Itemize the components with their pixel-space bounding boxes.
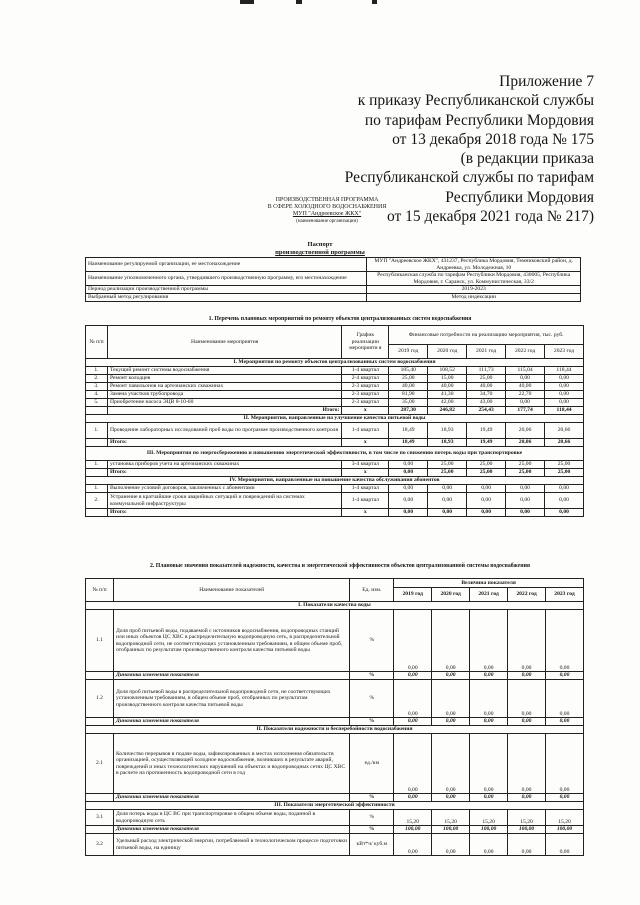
value-cell: 0,00	[545, 493, 584, 509]
value-cell: 0,00	[508, 680, 546, 718]
row-number: 4.	[86, 391, 108, 399]
table-row	[86, 834, 584, 856]
total-label: Итого:	[107, 469, 341, 477]
year-header: 2020 год	[432, 588, 470, 602]
dynamics-label: Динамика изменения показателя	[113, 672, 349, 680]
total-label: Итого:	[107, 509, 341, 517]
value-cell: 0,00	[432, 734, 470, 794]
table-row	[86, 493, 584, 509]
row-number	[86, 794, 114, 802]
value-cell: 0,00	[506, 399, 545, 407]
indicator-name: Доля проб питьевой воды в распределительной водопроводной сети, не соответствующих установленным требованиям, в общем объеме проб, отобранных по результатам производственного контроля качества питьевой воды	[113, 680, 349, 718]
value-cell: 15,20	[432, 810, 470, 826]
dynamics-label: Динамика изменения показателя	[113, 826, 349, 834]
section-row	[86, 415, 584, 423]
value-cell: 105,40	[389, 367, 428, 375]
value-cell: 35,00	[389, 399, 428, 407]
value-cell: 15,20	[470, 810, 508, 826]
total-row	[86, 509, 584, 517]
row-number: 5.	[86, 399, 108, 407]
total-row	[86, 439, 584, 447]
total-value: 118,44	[545, 407, 584, 415]
value-cell: 0,00	[394, 834, 432, 856]
value-cell: 19,49	[467, 423, 506, 439]
appendix-line: по тарифам Республики Мордовия	[364, 111, 594, 129]
value-cell: 15,20	[394, 810, 432, 826]
column-header: График реализации мероприяти я	[342, 326, 389, 359]
appendix-line: Республиканской службы по тарифам	[344, 169, 594, 187]
dynamics-value: 0,00	[394, 718, 432, 726]
section-row	[86, 802, 584, 810]
value-cell: 43,00	[467, 399, 506, 407]
dynamics-value: 100,00	[546, 826, 584, 834]
table-row	[86, 391, 584, 399]
measure-name: Выполнение условий договоров, заключенных с абонентами	[107, 485, 341, 493]
row-number: 3.1	[86, 810, 114, 826]
total-value: 20,66	[545, 439, 584, 447]
value-cell: 0,00	[432, 834, 470, 856]
value-cell: 0,00	[506, 485, 545, 493]
row-number	[86, 407, 108, 415]
passport-table	[85, 257, 581, 302]
passport-label: Наименование уполномоченного органа, утвердившего производственную программу, его местонахождение	[86, 272, 367, 286]
program-heading	[232, 197, 422, 225]
year-header: 2022 год	[508, 588, 546, 602]
value-cell: 111,73	[467, 367, 506, 375]
dynamics-value: 0,00	[508, 794, 546, 802]
dynamics-row	[86, 718, 584, 726]
section-row	[86, 602, 584, 610]
table-row	[86, 680, 584, 718]
total-value: 25,00	[506, 469, 545, 477]
table-row	[86, 367, 584, 375]
value-cell: 42,00	[428, 399, 467, 407]
passport-row	[86, 272, 581, 286]
total-value: 18,49	[389, 439, 428, 447]
section-title: II. Показатели надежности и бесперебойности водоснабжения	[86, 726, 584, 734]
measure-name: Проведение лабораторных исследований проб воды по программе производственного контроля	[107, 423, 341, 439]
schedule-cell: 2-3 квартал	[342, 383, 389, 391]
value-cell: 15,20	[508, 810, 546, 826]
value-cell: 108,52	[428, 367, 467, 375]
dynamics-value: 0,00	[432, 672, 470, 680]
total-row	[86, 407, 584, 415]
value-cell: 25,00	[389, 375, 428, 383]
value-cell: 0,00	[508, 610, 546, 672]
row-number: 1.2	[86, 680, 114, 718]
program-subtitle: В СФЕРЕ ХОЛОДНОГО ВОДОСНАБЖЕНИЯ	[267, 204, 387, 210]
row-number	[86, 509, 108, 517]
scan-artifact	[372, 0, 377, 4]
schedule-cell: х	[342, 469, 389, 477]
dynamics-value: 0,00	[546, 672, 584, 680]
value-cell: 0,00	[470, 834, 508, 856]
value-cell: 0,00	[432, 610, 470, 672]
row-number: 1.1	[86, 610, 114, 672]
section-row	[86, 447, 584, 461]
schedule-cell: 1-4 квартал	[342, 493, 389, 509]
column-header: № п/п	[86, 579, 114, 602]
value-cell: 0,00	[545, 383, 584, 391]
dynamics-value: 100,00	[508, 826, 546, 834]
indicators-table	[85, 578, 584, 856]
value-cell: 0,00	[394, 734, 432, 794]
value-cell: 22,70	[506, 391, 545, 399]
passport-value: Метод индексации	[367, 294, 581, 302]
dynamics-row	[86, 672, 584, 680]
row-number: 1.	[86, 485, 108, 493]
indicator-name: Доля проб питьевой воды, подаваемой с источников водоснабжения, водопроводных станций или иных объектов ЦС ХВС в распределительную водопроводную сеть, в распределительной водопроводной сети, не соответствующих установленным требованиям, в общем объеме проб, отобранных по результатам производственного контроля качества питьевой воды	[113, 610, 349, 672]
total-label: Итого:	[107, 407, 341, 415]
measure-name: Замена участков трубопровода	[107, 391, 341, 399]
schedule-cell: 3-4 квартал	[342, 461, 389, 469]
appendix-line: к приказу Республиканской службы	[357, 92, 594, 110]
value-cell: 0,00	[394, 610, 432, 672]
year-header: 2023 год	[546, 588, 584, 602]
row-number: 3.2	[86, 834, 114, 856]
dynamics-value: 0,00	[470, 672, 508, 680]
measure-name: установка приборов учета на артезианских скважинах	[107, 461, 341, 469]
dynamics-value: 0,00	[394, 794, 432, 802]
schedule-cell: 2-3 квартал	[342, 399, 389, 407]
passport-label: Наименование регулируемой организации, ее местонахождение	[86, 258, 367, 272]
total-row	[86, 469, 584, 477]
organization-caption: (наименование организации)	[296, 219, 358, 224]
row-number: 1.	[86, 423, 108, 439]
table-row	[86, 610, 584, 672]
total-value: 20,06	[506, 439, 545, 447]
value-cell: 0,00	[506, 493, 545, 509]
unit-cell: %	[350, 672, 394, 680]
passport-label: Период реализации производственной программы	[86, 286, 367, 294]
scan-artifact	[240, 0, 254, 4]
value-cell: 15,00	[428, 375, 467, 383]
value-cell: 25,00	[428, 461, 467, 469]
year-header: 2023 год	[545, 345, 584, 359]
passport-title	[0, 241, 640, 257]
total-value: 19,49	[467, 439, 506, 447]
column-header: № п/п	[86, 326, 108, 359]
schedule-cell: 2-3 квартал	[342, 391, 389, 399]
value-cell: 20,06	[506, 423, 545, 439]
indicator-name: Количество перерывов в подаче воды, зафиксированных в местах исполнения обязательств организацией, осуществляющей холодное водоснабжение, возникших в результате аварий, повреждений и иных технологических нарушений на объектах и водопроводных сетях ЦС ХВС в расчете на протяженность водопроводной сети в год	[113, 734, 349, 794]
value-cell: 0,00	[389, 493, 428, 509]
table-header-row	[86, 326, 584, 345]
value-cell: 34,70	[467, 391, 506, 399]
value-cell: 81,90	[389, 391, 428, 399]
schedule-cell: х	[342, 407, 389, 415]
program-title: ПРОИЗВОДСТВЕННАЯ ПРОГРАММА	[275, 197, 379, 203]
section-row	[86, 726, 584, 734]
appendix-line: от 15 декабря 2021 года № 217)	[386, 208, 594, 226]
total-value: 25,00	[467, 469, 506, 477]
appendix-line: Республики Мордовия	[445, 188, 594, 206]
table-row	[86, 810, 584, 826]
value-cell: 0,00	[470, 610, 508, 672]
schedule-cell: 2-4 квартал	[342, 375, 389, 383]
section-row	[86, 477, 584, 485]
value-cell: 0,00	[389, 485, 428, 493]
dynamics-value: 0,00	[432, 718, 470, 726]
value-cell: 18,93	[428, 423, 467, 439]
table2-caption: 2. Плановые значения показателей надежности, качества и энергетической эффективности объектов централизованной системы водоснабжения	[149, 563, 531, 569]
value-cell: 40,00	[389, 383, 428, 391]
measures-table	[85, 325, 584, 517]
value-cell: 25,00	[506, 461, 545, 469]
section-title: I. Показатели качества воды	[86, 602, 584, 610]
dynamics-value: 0,00	[470, 718, 508, 726]
dynamics-value: 0,00	[394, 672, 432, 680]
dynamics-label: Динамика изменения показателя	[113, 794, 349, 802]
value-cell: 0,00	[432, 680, 470, 718]
dynamics-value: 100,00	[470, 826, 508, 834]
section-row	[86, 359, 584, 367]
value-cell: 118,44	[545, 367, 584, 375]
total-value: 0,00	[467, 509, 506, 517]
column-header: Финансовые потребности на реализацию мероприятия, тыс. руб.	[389, 326, 584, 345]
dynamics-value: 0,00	[546, 718, 584, 726]
dynamics-value: 0,00	[546, 794, 584, 802]
value-cell: 0,00	[508, 734, 546, 794]
unit-cell: кВт*ч/ куб.м	[350, 834, 394, 856]
value-cell: 0,00	[545, 485, 584, 493]
value-cell: 0,00	[545, 391, 584, 399]
value-cell: 0,00	[546, 610, 584, 672]
row-number: 1.	[86, 367, 108, 375]
table-row	[86, 399, 584, 407]
year-header: 2020 год	[428, 345, 467, 359]
table-row	[86, 383, 584, 391]
measure-name: Приобретение насоса ЭЦВ 8-10-60	[107, 399, 341, 407]
value-cell: 0,00	[546, 834, 584, 856]
table-header-row	[86, 579, 584, 588]
passport-row	[86, 294, 581, 302]
unit-cell: %	[350, 810, 394, 826]
column-header: Наименование показателей	[113, 579, 349, 602]
value-cell: 0,00	[467, 493, 506, 509]
row-number: 2.	[86, 375, 108, 383]
table-row	[86, 423, 584, 439]
section-title: III. Мероприятия по энергосбережению и повышению энергетической эффективности, в том числе по снижению потерь воды при транспортировке	[86, 447, 584, 461]
value-cell: 0,00	[508, 834, 546, 856]
schedule-cell: 1-4 квартал	[342, 485, 389, 493]
value-cell: 0,00	[545, 375, 584, 383]
row-number: 2.	[86, 493, 108, 509]
table-row	[86, 461, 584, 469]
value-cell: 0,00	[470, 734, 508, 794]
section-title: IV. Мероприятия, направленные на повышение качества обслуживания абонентов	[86, 477, 584, 485]
value-cell: 0,00	[506, 375, 545, 383]
value-cell: 40,00	[467, 383, 506, 391]
dynamics-label: Динамика изменения показателя	[113, 718, 349, 726]
dynamics-row	[86, 826, 584, 834]
dynamics-value: 100,00	[394, 826, 432, 834]
year-header: 2019 год	[389, 345, 428, 359]
passport-label: Выбранный метод регулирования	[86, 294, 367, 302]
value-cell: 0,00	[467, 485, 506, 493]
total-value: 25,00	[428, 469, 467, 477]
value-cell: 40,00	[506, 383, 545, 391]
schedule-cell: х	[342, 509, 389, 517]
unit-cell: %	[350, 826, 394, 834]
dynamics-value: 0,00	[432, 794, 470, 802]
column-header: Ед. изм.	[350, 579, 394, 602]
year-header: 2022 год	[506, 345, 545, 359]
total-label: Итого:	[107, 439, 341, 447]
value-cell: 0,00	[470, 680, 508, 718]
row-number	[86, 718, 114, 726]
row-number: 3.	[86, 383, 108, 391]
value-cell: 0,00	[546, 734, 584, 794]
unit-cell: %	[350, 680, 394, 718]
row-number: 2.1	[86, 734, 114, 794]
section-title: II. Мероприятия, направленные на улучшение качества питьевой воды	[86, 415, 584, 423]
row-number	[86, 439, 108, 447]
value-cell: 0,00	[428, 485, 467, 493]
measure-name: Текущий ремонт системы водоснабжения	[107, 367, 341, 375]
value-cell: 0,00	[394, 680, 432, 718]
dynamics-value: 0,00	[470, 794, 508, 802]
value-cell: 0,00	[546, 680, 584, 718]
row-number	[86, 469, 108, 477]
year-header: 2021 год	[467, 345, 506, 359]
value-cell: 25,00	[467, 461, 506, 469]
year-header: 2021 год	[470, 588, 508, 602]
measure-name: Устранение в кратчайшие сроки аварийных ситуаций и повреждений на системах коммунальной инфраструктуры	[107, 493, 341, 509]
table1-caption: 1. Перечень плановых мероприятий по ремонту объектов централизованных систем водоснабжения	[208, 316, 472, 322]
total-value: 287,30	[389, 407, 428, 415]
section-title: I. Мероприятия по ремонту объектов централизованных систем водоснабжения	[86, 359, 584, 367]
section-title: III. Показатели энергетической эффективности	[86, 802, 584, 810]
indicator-name: Доля потерь воды в ЦС ВС при транспортировке в общем объеме воды, поданной в водопроводную сеть	[113, 810, 349, 826]
total-value: 18,93	[428, 439, 467, 447]
row-number: 1.	[86, 461, 108, 469]
passport-title-line: Паспорт	[307, 241, 333, 248]
indicator-name: Удельный расход электрической энергии, потребляемой в технологическом процессе подготовки питьевой воды, на единицу	[113, 834, 349, 856]
value-cell: 40,00	[428, 383, 467, 391]
schedule-cell: 1-4 квартал	[342, 367, 389, 375]
schedule-cell: х	[342, 439, 389, 447]
appendix-line: Приложение 7	[499, 73, 594, 90]
passport-row	[86, 258, 581, 272]
value-cell: 18,49	[389, 423, 428, 439]
value-cell: 41,30	[428, 391, 467, 399]
column-header: Наименование мероприятия	[107, 326, 341, 359]
row-number	[86, 672, 114, 680]
value-cell: 0,00	[389, 461, 428, 469]
unit-cell: %	[350, 794, 394, 802]
value-cell: 0,00	[428, 493, 467, 509]
value-cell: 15,20	[546, 810, 584, 826]
passport-value: МУП "Андреевское ЖКХ", 431237, Республика Мордовия, Темниковский район, д. Андреевка, ул. Молодежная, 10	[367, 258, 581, 272]
unit-cell: %	[350, 610, 394, 672]
dynamics-value: 100,00	[432, 826, 470, 834]
total-value: 0,00	[506, 509, 545, 517]
value-cell: 0,00	[545, 399, 584, 407]
measure-name: Ремонт колодцев	[107, 375, 341, 383]
schedule-cell: 1-4 квартал	[342, 423, 389, 439]
total-value: 25,00	[545, 469, 584, 477]
table-row	[86, 485, 584, 493]
value-cell: 25,00	[467, 375, 506, 383]
appendix-line: от 13 декабря 2018 года № 175	[392, 130, 594, 148]
row-number	[86, 826, 114, 834]
passport-value: Республиканская служба по тарифам Республики Мордовия, 430005, Республика Мордовия, г. Саранск, ул. Коммунистическая, 33/2	[367, 272, 581, 286]
total-value: 0,00	[545, 509, 584, 517]
column-header: Величина показателя	[394, 579, 584, 588]
unit-cell: ед./км	[350, 734, 394, 794]
dynamics-row	[86, 794, 584, 802]
dynamics-value: 0,00	[508, 718, 546, 726]
total-value: 254,43	[467, 407, 506, 415]
total-value: 0,00	[389, 509, 428, 517]
year-header: 2019 год	[394, 588, 432, 602]
scan-artifact	[296, 0, 302, 4]
total-value: 177,74	[506, 407, 545, 415]
passport-value: 2019-2023	[367, 286, 581, 294]
total-value: 0,00	[389, 469, 428, 477]
dynamics-value: 0,00	[508, 672, 546, 680]
value-cell: 20,66	[545, 423, 584, 439]
value-cell: 25,00	[545, 461, 584, 469]
unit-cell: %	[350, 718, 394, 726]
value-cell: 115,04	[506, 367, 545, 375]
passport-subtitle: производственной программы	[275, 249, 365, 256]
total-value: 0,00	[428, 509, 467, 517]
total-value: 246,82	[428, 407, 467, 415]
table-row	[86, 375, 584, 383]
passport-row	[86, 286, 581, 294]
appendix-line: (в редакции приказа	[460, 150, 594, 168]
organization-name: МУП "Андреевское ЖКХ"	[292, 211, 362, 217]
table-row	[86, 734, 584, 794]
measure-name: Ремонт павильонов на артезианских скважинах	[107, 383, 341, 391]
